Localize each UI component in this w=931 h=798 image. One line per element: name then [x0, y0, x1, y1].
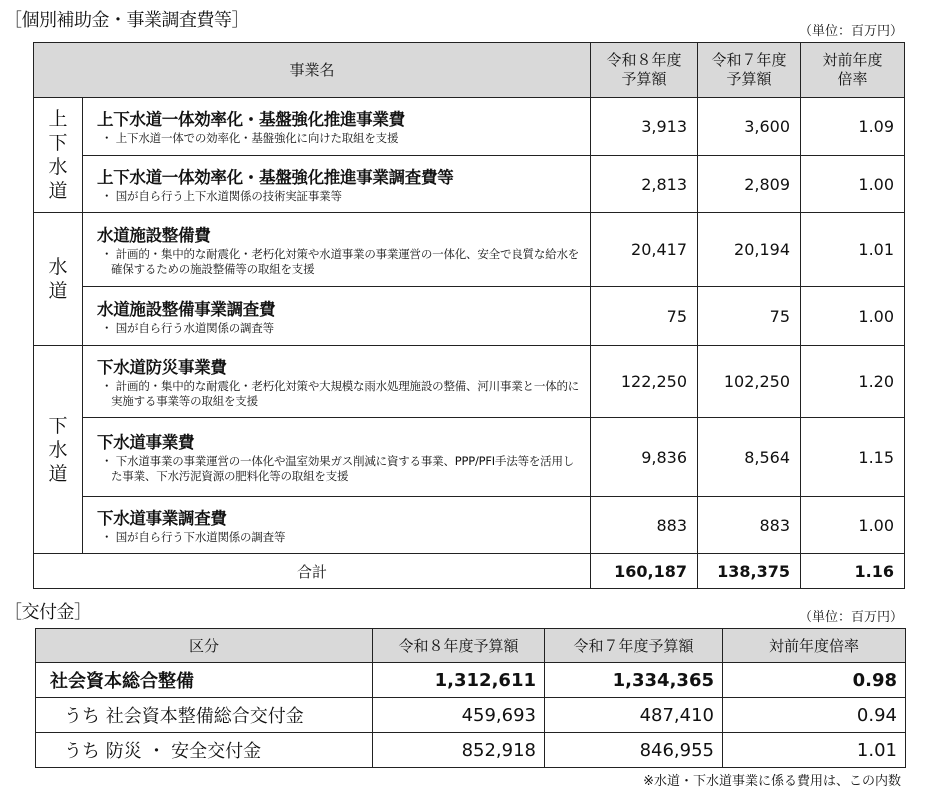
- grant-table: [35, 628, 906, 768]
- row-r7: 846,955: [545, 733, 723, 768]
- header-r8: 令和８年度予算額: [373, 629, 545, 663]
- row-ratio: 0.98: [723, 663, 906, 698]
- table-row: [36, 733, 906, 768]
- table-row: [36, 698, 906, 733]
- row-ratio: 1.01: [723, 733, 906, 768]
- r8-value: 9,836: [591, 418, 698, 497]
- r8-value: 2,813: [591, 156, 698, 213]
- ratio-value: 1.00: [801, 497, 905, 554]
- table-row: [34, 213, 905, 287]
- ratio-value: 1.00: [801, 156, 905, 213]
- total-label: 合計: [34, 554, 591, 589]
- r8-value: 20,417: [591, 213, 698, 287]
- ratio-value: 1.09: [801, 98, 905, 156]
- project-description: ・ 上下水道一体での効率化・基盤強化に向けた取組を支援: [101, 131, 399, 145]
- r7-value: 883: [698, 497, 801, 554]
- header-r8: 令和８年度 予算額: [591, 43, 698, 98]
- row-r8: 1,312,611: [373, 663, 545, 698]
- r7-value: 102,250: [698, 346, 801, 418]
- category-label: 上 下 水 道: [34, 98, 83, 213]
- header-row: [36, 629, 906, 663]
- project-cell: [83, 287, 591, 346]
- category-label: 下 水 道: [34, 346, 83, 554]
- project-cell: [83, 156, 591, 213]
- row-r8: 459,693: [373, 698, 545, 733]
- footnote: ※水道・下水道事業に係る費用は、この内数: [643, 774, 901, 789]
- ratio-value: 1.01: [801, 213, 905, 287]
- header-r7: 令和７年度 予算額: [698, 43, 801, 98]
- table-row: [34, 346, 905, 418]
- row-label: 社会資本総合整備: [36, 663, 373, 698]
- r7-value: 2,809: [698, 156, 801, 213]
- project-cell: [83, 418, 591, 497]
- r7-value: 20,194: [698, 213, 801, 287]
- r8-value: 75: [591, 287, 698, 346]
- row-r8: 852,918: [373, 733, 545, 768]
- r8-value: 122,250: [591, 346, 698, 418]
- project-description: ・ 国が自ら行う下水道関係の調査等: [101, 529, 286, 544]
- section1-title: ［個別補助金・事業調査費等］: [4, 10, 249, 31]
- header-name: 区分: [36, 629, 373, 663]
- header-row: [34, 43, 905, 98]
- ratio-value: 1.15: [801, 418, 905, 497]
- row-ratio: 0.94: [723, 698, 906, 733]
- r7-value: 8,564: [698, 418, 801, 497]
- table-row: [34, 418, 905, 497]
- section2-unit: （単位：百万円）: [798, 610, 903, 625]
- project-description: ・ 国が自ら行う上下水道関係の技術実証事業等: [101, 188, 342, 203]
- project-title: 下水道防災事業費: [97, 357, 227, 377]
- project-cell: [83, 497, 591, 554]
- table-row: [34, 287, 905, 346]
- project-title: 上下水道一体効率化・基盤強化推進事業調査費等: [97, 167, 454, 187]
- project-description: ・ 下水道事業の事業運営の一体化や温室効果ガス削減に資する事業、PPP/PFI手法等を活用した事業、下水汚泥資源の肥料化等の取組を支援: [101, 454, 575, 483]
- ratio-value: 1.00: [801, 287, 905, 346]
- header-ratio: 対前年度倍率: [723, 629, 906, 663]
- project-cell: [83, 346, 591, 418]
- row-label: うち 社会資本整備総合交付金: [36, 698, 373, 733]
- project-cell: [83, 98, 591, 156]
- header-r7: 令和７年度予算額: [545, 629, 723, 663]
- header-ratio: 対前年度 倍率: [801, 43, 905, 98]
- project-title: 下水道事業調査費: [97, 508, 227, 528]
- project-description: ・ 計画的・集中的な耐震化・老朽化対策や大規模な雨水処理施設の整備、河川事業と一体的に実施する事業等の取組を支援: [101, 378, 580, 408]
- section1-unit: （単位：百万円）: [798, 24, 903, 39]
- total-ratio: 1.16: [801, 554, 905, 589]
- project-cell: [83, 213, 591, 287]
- row-label: うち 防災 ・ 安全交付金: [36, 733, 373, 768]
- project-description: ・ 国が自ら行う水道関係の調査等: [101, 320, 274, 335]
- total-r7: 138,375: [698, 554, 801, 589]
- project-title: 上下水道一体効率化・基盤強化推進事業費: [97, 110, 405, 129]
- row-r7: 1,334,365: [545, 663, 723, 698]
- table-row: [34, 98, 905, 156]
- r7-value: 3,600: [698, 98, 801, 156]
- r8-value: 3,913: [591, 98, 698, 156]
- header-name: 事業名: [34, 43, 591, 98]
- total-row: [34, 554, 905, 589]
- row-r7: 487,410: [545, 698, 723, 733]
- project-description: ・ 計画的・集中的な耐震化・老朽化対策や水道事業の事業運営の一体化、安全で良質な給水を確保するための施設整備等の取組を支援: [101, 246, 580, 276]
- project-title: 水道施設整備費: [97, 225, 211, 245]
- subsidy-table: [33, 42, 905, 589]
- section2-title: ［交付金］: [4, 602, 92, 623]
- total-r8: 160,187: [591, 554, 698, 589]
- table-row: [34, 497, 905, 554]
- ratio-value: 1.20: [801, 346, 905, 418]
- r7-value: 75: [698, 287, 801, 346]
- r8-value: 883: [591, 497, 698, 554]
- category-label: 水 道: [34, 213, 83, 346]
- project-title: 水道施設整備事業調査費: [97, 299, 276, 319]
- table-row: [36, 663, 906, 698]
- project-title: 下水道事業費: [97, 433, 195, 452]
- table-row: [34, 156, 905, 213]
